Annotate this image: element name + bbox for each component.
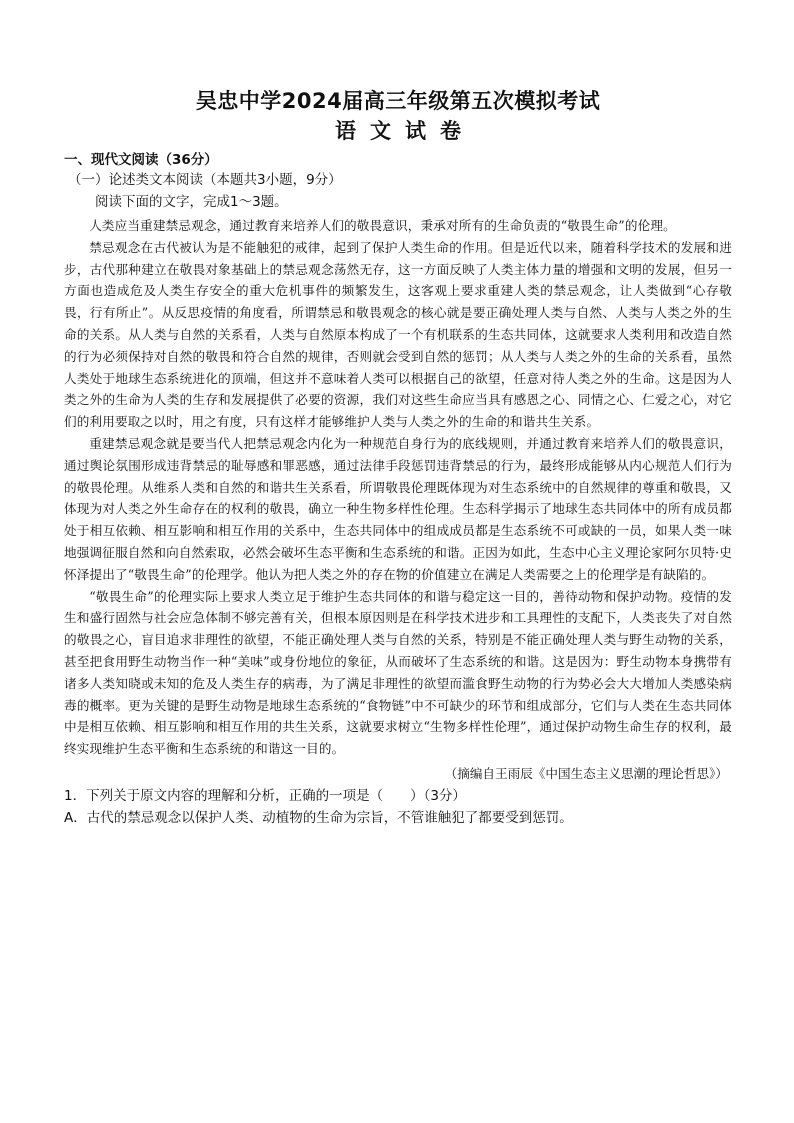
passage-source: （摘编自王雨辰《中国生态主义思潮的理论哲思》） <box>444 765 728 781</box>
section-heading: 一、现代文阅读（36分） <box>64 152 218 168</box>
exam-title: 吴忠中学2024届高三年级第五次模拟考试 <box>195 89 601 113</box>
reading-instruction: 阅读下面的文字，完成1～3题。 <box>95 194 288 210</box>
subsection-heading: （一）论述类文本阅读（本题共3小题，9分） <box>68 172 342 188</box>
passage-paragraph-3: 重建禁忌观念就是要当代人把禁忌观念内化为一种规范自身行为的底线规则，并通过教育来培养人们的敬畏意识，通过舆论氛围形成违背禁忌的耻辱感和罪恶感，通过法律手段惩罚违背禁忌的行为，最终形成能够从内心规范人们行为的敬畏伦理。从维系人类和自然的和谐共生关系看，所谓敬畏伦理既体现为对生态系统中的自然规律的尊重和敬畏，又体现为对人类之外生命存在的权利的敬畏，确立一种生物多样性伦理。生态科学揭示了地球生态共同体中的所有成员都处于相互依赖、相互影响和相互作用的关系中，生态共同体中的组成成员都是生态系统不可或缺的一员，如果人类一味地强调征服自然和向自然索取，必然会破坏生态平衡和生态系统的和谐。正因为如此，生态中心主义理论家阿尔贝特·史怀泽提出了“敬畏生命”的伦理学。他认为把人类之外的存在物的价值建立在满足人类需要之上的伦理学是有缺陷的。 <box>64 435 732 582</box>
passage-paragraph-2: 禁忌观念在古代被认为是不能触犯的戒律，起到了保护人类生命的作用。但是近代以来，随着科学技术的发展和进步，古代那种建立在敬畏对象基础上的禁忌观念荡然无存，这一方面反映了人类主体力量的增强和文明的发展，但另一方面也造成危及人类生存安全的重大危机事件的频繁发生，这客观上要求重建人类的禁忌观念，让人类做到“心存敬畏，行有所止”。从反思疫情的角度看，所谓禁忌和敬畏观念的核心就是要正确处理人类与自然、人类与人类之外的生命的关系。从人类与自然的关系看，人类与自然原本构成了一个有机联系的生态共同体，这就要求人类利用和改造自然的行为必须保持对自然的敬畏和符合自然的规律，否则就会受到自然的惩罚；从人类与人类之外的生命的关系看，虽然人类处于地球生态系统进化的顶端，但这并不意味着人类可以根据自己的欲望，任意对待人类之外的生命。这是因为人类之外的生命为人类的生存和发展提供了必要的资源，我们对这些生命应当具有感恩之心、同情之心、仁爱之心，对它们的利用要取之以时，用之有度，只有这样才能够维护人类与人类之外的生命的和谐共生关系。 <box>64 239 732 430</box>
question-option-a: A．古代的禁忌观念以保护人类、动植物的生命为宗旨，不管谁触犯了都要受到惩罚。 <box>64 809 573 826</box>
reading-passage <box>64 215 732 785</box>
exam-subtitle: 语文试卷 <box>335 119 475 143</box>
question-stem: 1．下列关于原文内容的理解和分析，正确的一项是（ ）（3分） <box>64 787 466 804</box>
exam-page <box>64 88 732 829</box>
passage-paragraph-4: “敬畏生命”的伦理实际上要求人类立足于维护生态共同体的和谐与稳定这一目的，善待动物和保护动物。疫情的发生和盛行固然与社会应急体制不够完善有关，但根本原因则是在科学技术进步和工具理性的支配下，人类丧失了对自然的敬畏之心，盲目追求非理性的欲望，不能正确处理人类与自然的关系，特别是不能正确处理人类与野生动物的关系，甚至把食用野生动物当作一种“美味”或身份地位的象征，从而破坏了生态系统的和谐。这是因为：野生动物本身携带有诸多人类知晓或未知的危及人类生存的病毒，为了满足非理性的欲望而滥食野生动物的行为势必会大大增加人类感染病毒的概率。更为关键的是野生动物是地球生态系统的“食物链”中不可缺少的环节和组成部分，它们与人类在生态共同体中是相互依赖、相互影响和相互作用的共生关系，这就要求树立“生物多样性伦理”，通过保护动物生命生存的权利，最终实现维护生态平衡和生态系统的和谐这一目的。 <box>64 588 732 757</box>
passage-paragraph-1: 人类应当重建禁忌观念，通过教育来培养人们的敬畏意识，秉承对所有的生命负责的“敬畏生命”的伦理。 <box>89 218 676 233</box>
question-1 <box>64 785 732 829</box>
